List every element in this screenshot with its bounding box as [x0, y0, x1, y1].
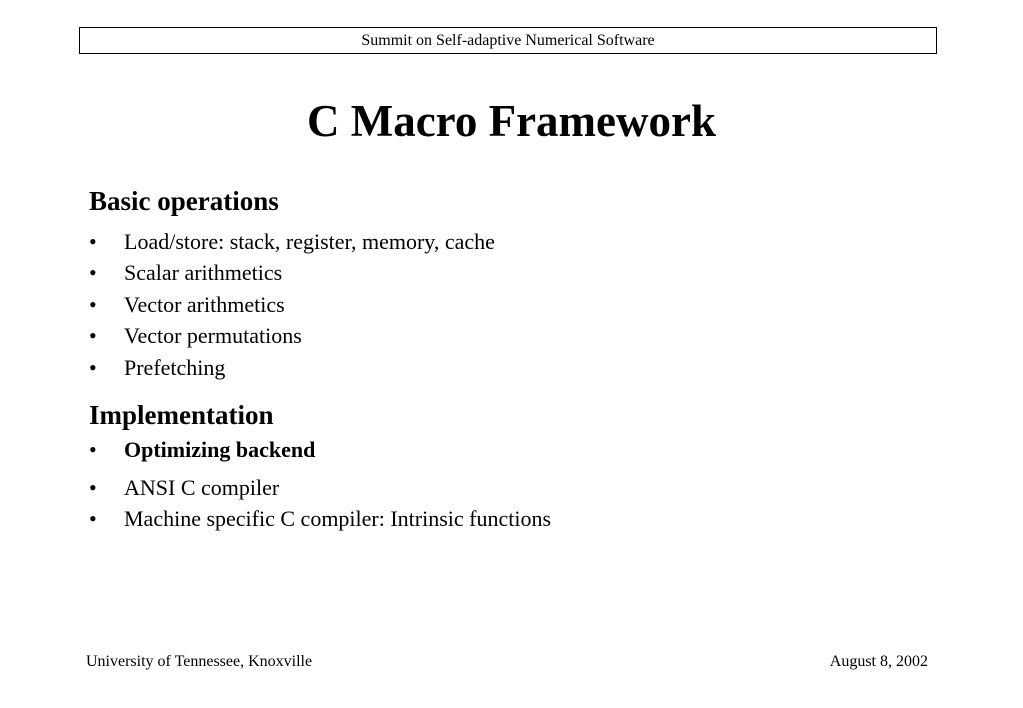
- footer-institution: University of Tennessee, Knoxville: [86, 653, 313, 670]
- bullet-marker: •: [89, 475, 97, 500]
- list-item-text: Scalar arithmetics: [124, 260, 283, 285]
- header-banner: [79, 27, 937, 54]
- list-item-text: Vector arithmetics: [124, 292, 285, 317]
- bullet-marker: •: [89, 229, 97, 254]
- bullet-marker: •: [89, 292, 97, 317]
- bullet-marker: •: [89, 437, 97, 462]
- bullet-marker: •: [89, 506, 97, 531]
- bullet-marker: •: [89, 323, 97, 348]
- conference-name: Summit on Self-adaptive Numerical Software: [361, 31, 655, 49]
- slide-title: C Macro Framework: [306, 96, 717, 146]
- list-item-text: Prefetching: [124, 355, 226, 380]
- section-heading-implementation: Implementation: [89, 400, 274, 430]
- footer-date: August 8, 2002: [829, 653, 928, 670]
- bullet-marker: •: [89, 355, 97, 380]
- list-item-text: ANSI C compiler: [124, 475, 280, 500]
- section-heading-basic-operations: Basic operations: [89, 186, 279, 216]
- list-item-text: Vector permutations: [124, 323, 302, 348]
- list-item-text: Optimizing backend: [124, 437, 316, 462]
- list-item-text: Load/store: stack, register, memory, cache: [124, 229, 495, 254]
- list-item-text: Machine specific C compiler: Intrinsic functions: [124, 506, 552, 531]
- bullet-marker: •: [89, 260, 97, 285]
